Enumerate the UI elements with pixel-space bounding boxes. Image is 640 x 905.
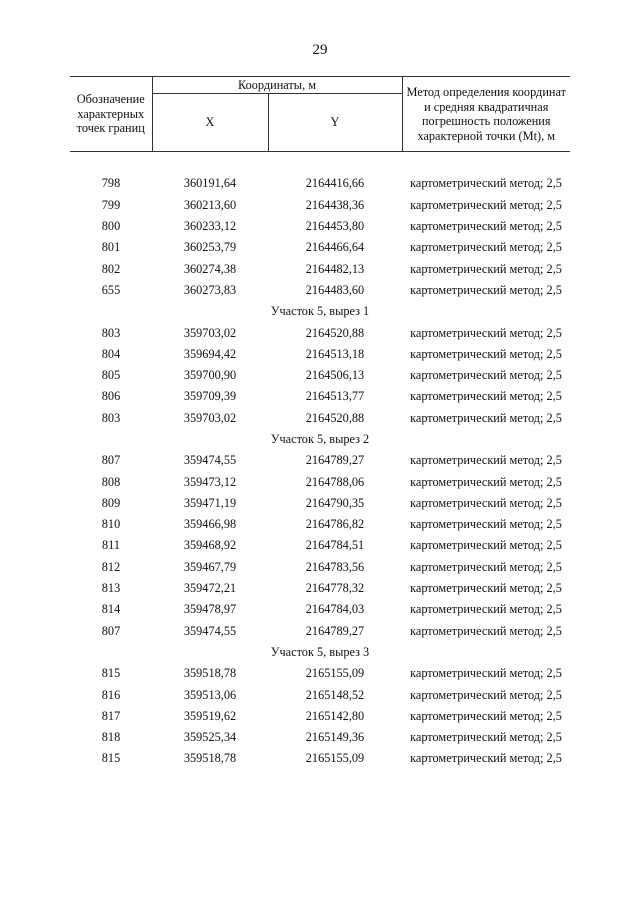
point-id: 816: [101, 687, 121, 702]
point-id: 805: [101, 368, 121, 383]
header-x: X: [152, 94, 268, 152]
table-row: [70, 237, 570, 258]
section-title: Участок 5, вырез 3: [270, 644, 370, 659]
section-row: [70, 429, 570, 450]
header-designation: Обозначение характерных точек границ: [70, 77, 152, 152]
point-id: 811: [102, 538, 120, 553]
coord-x: 359474,55: [183, 453, 237, 468]
method-cell: картометрический метод; 2,5: [410, 325, 562, 340]
table-row: [70, 599, 570, 620]
coord-x: 359518,78: [183, 751, 237, 766]
coord-y: 2164783,56: [305, 559, 365, 574]
coord-x: 360213,60: [183, 197, 237, 212]
method-cell: картометрический метод; 2,5: [410, 666, 562, 681]
coord-x: 359709,39: [183, 389, 237, 404]
point-id: 808: [101, 474, 121, 489]
coord-y: 2165155,09: [305, 751, 365, 766]
table-row: [70, 535, 570, 556]
header-coordinates: Координаты, м: [152, 77, 402, 94]
coord-y: 2164416,66: [305, 176, 365, 191]
coord-y: 2164784,03: [305, 602, 365, 617]
method-cell: картометрический метод; 2,5: [410, 282, 562, 297]
coord-x: 359700,90: [183, 368, 237, 383]
point-id: 814: [101, 602, 121, 617]
point-id: 818: [101, 730, 121, 745]
point-id: 802: [101, 261, 121, 276]
coord-y: 2164513,18: [305, 346, 365, 361]
coord-y: 2164466,64: [305, 240, 365, 255]
coord-x: 359471,19: [183, 495, 237, 510]
method-cell: картометрический метод; 2,5: [410, 687, 562, 702]
coord-x: 359703,02: [183, 410, 237, 425]
method-cell: картометрический метод; 2,5: [410, 410, 562, 425]
method-cell: картометрический метод; 2,5: [410, 389, 562, 404]
method-cell: картометрический метод; 2,5: [410, 708, 562, 723]
point-id: 798: [101, 176, 121, 191]
table-row: [70, 386, 570, 407]
table-row: [70, 258, 570, 279]
table-row: [70, 727, 570, 748]
table-row: [70, 684, 570, 705]
method-cell: картометрический метод; 2,5: [410, 261, 562, 276]
table-row: [70, 195, 570, 216]
table-row: [70, 173, 570, 194]
header-method: Метод определения координат и средняя квадратичная погрешность положения характерной точки (Mt), м: [402, 77, 570, 152]
coord-x: 360233,12: [183, 219, 237, 234]
table-row: [70, 322, 570, 343]
coord-y: 2165142,80: [305, 708, 365, 723]
coord-x: 360253,79: [183, 240, 237, 255]
table-row: [70, 280, 570, 301]
table-row: [70, 748, 570, 769]
point-id: 815: [101, 751, 121, 766]
point-id: 801: [101, 240, 121, 255]
coord-x: 359474,55: [183, 623, 237, 638]
coord-y: 2164482,13: [305, 261, 365, 276]
table-row: [70, 471, 570, 492]
coord-y: 2164453,80: [305, 219, 365, 234]
method-cell: картометрический метод; 2,5: [410, 495, 562, 510]
point-id: 655: [101, 282, 121, 297]
coord-x: 360273,83: [183, 282, 237, 297]
coord-y: 2165149,36: [305, 730, 365, 745]
method-cell: картометрический метод; 2,5: [410, 559, 562, 574]
point-id: 803: [101, 325, 121, 340]
point-id: 803: [101, 410, 121, 425]
method-cell: картометрический метод; 2,5: [410, 730, 562, 745]
coord-y: 2164513,77: [305, 389, 365, 404]
method-cell: картометрический метод; 2,5: [410, 581, 562, 596]
coord-y: 2164438,36: [305, 197, 365, 212]
method-cell: картометрический метод; 2,5: [410, 623, 562, 638]
method-cell: картометрический метод; 2,5: [410, 240, 562, 255]
table-row: [70, 344, 570, 365]
coord-y: 2164483,60: [305, 282, 365, 297]
coord-x: 359473,12: [183, 474, 237, 489]
section-title: Участок 5, вырез 2: [270, 432, 370, 446]
method-cell: картометрический метод; 2,5: [410, 538, 562, 553]
coord-x: 360191,64: [183, 176, 237, 191]
coord-x: 359467,79: [183, 559, 237, 574]
table-row: [70, 450, 570, 471]
table-row: [70, 706, 570, 727]
point-id: 799: [101, 197, 121, 212]
table-row: [70, 578, 570, 599]
method-cell: картометрический метод; 2,5: [410, 602, 562, 617]
table-row: [70, 408, 570, 429]
method-cell: картометрический метод; 2,5: [410, 219, 562, 234]
coord-y: 2164778,32: [305, 581, 365, 596]
table-row: [70, 663, 570, 684]
coordinates-table: [70, 76, 570, 770]
coord-x: 360274,38: [183, 261, 237, 276]
table-row: [70, 365, 570, 386]
point-id: 812: [101, 559, 121, 574]
coord-y: 2164789,27: [305, 453, 365, 468]
method-cell: картометрический метод; 2,5: [410, 176, 562, 191]
table-row: [70, 621, 570, 642]
coord-y: 2165155,09: [305, 666, 365, 681]
coord-x: 359466,98: [183, 517, 237, 532]
table-row: [70, 557, 570, 578]
table-body: [70, 152, 570, 770]
method-cell: картометрический метод; 2,5: [410, 368, 562, 383]
point-id: 813: [101, 581, 121, 596]
point-id: 804: [101, 346, 121, 361]
method-cell: картометрический метод; 2,5: [410, 346, 562, 361]
point-id: 815: [101, 666, 121, 681]
coord-x: 359472,21: [183, 581, 237, 596]
coord-x: 359525,34: [183, 730, 237, 745]
point-id: 800: [101, 219, 121, 234]
section-row: [70, 301, 570, 322]
coord-x: 359518,78: [183, 666, 237, 681]
point-id: 807: [101, 623, 121, 638]
point-id: 806: [101, 389, 121, 404]
coord-x: 359513,06: [183, 687, 237, 702]
method-cell: картометрический метод; 2,5: [410, 517, 562, 532]
point-id: 807: [101, 453, 121, 468]
header-y: Y: [268, 94, 402, 152]
table-header: [70, 77, 570, 152]
coord-y: 2164788,06: [305, 474, 365, 489]
table-row: [70, 514, 570, 535]
coord-x: 359519,62: [183, 708, 237, 723]
coord-y: 2164506,13: [305, 368, 365, 383]
method-cell: картометрический метод; 2,5: [410, 197, 562, 212]
coord-y: 2164786,82: [305, 517, 365, 532]
coord-y: 2164520,88: [305, 410, 365, 425]
point-id: 817: [101, 708, 121, 723]
page-number: 29: [312, 42, 328, 58]
coord-x: 359478,97: [183, 602, 237, 617]
table-row: [70, 493, 570, 514]
coord-x: 359694,42: [183, 346, 237, 361]
method-cell: картометрический метод; 2,5: [410, 474, 562, 489]
method-cell: картометрический метод; 2,5: [410, 453, 562, 468]
point-id: 810: [101, 517, 121, 532]
table-row: [70, 216, 570, 237]
section-title: Участок 5, вырез 1: [270, 304, 370, 319]
coord-y: 2164784,51: [305, 538, 365, 553]
method-cell: картометрический метод; 2,5: [410, 751, 562, 766]
coord-x: 359468,92: [183, 538, 237, 553]
point-id: 809: [101, 495, 121, 510]
coord-y: 2164790,35: [305, 495, 365, 510]
coord-x: 359703,02: [183, 325, 237, 340]
coord-y: 2165148,52: [305, 687, 365, 702]
section-row: [70, 642, 570, 663]
coord-y: 2164789,27: [305, 623, 365, 638]
coord-y: 2164520,88: [305, 325, 365, 340]
